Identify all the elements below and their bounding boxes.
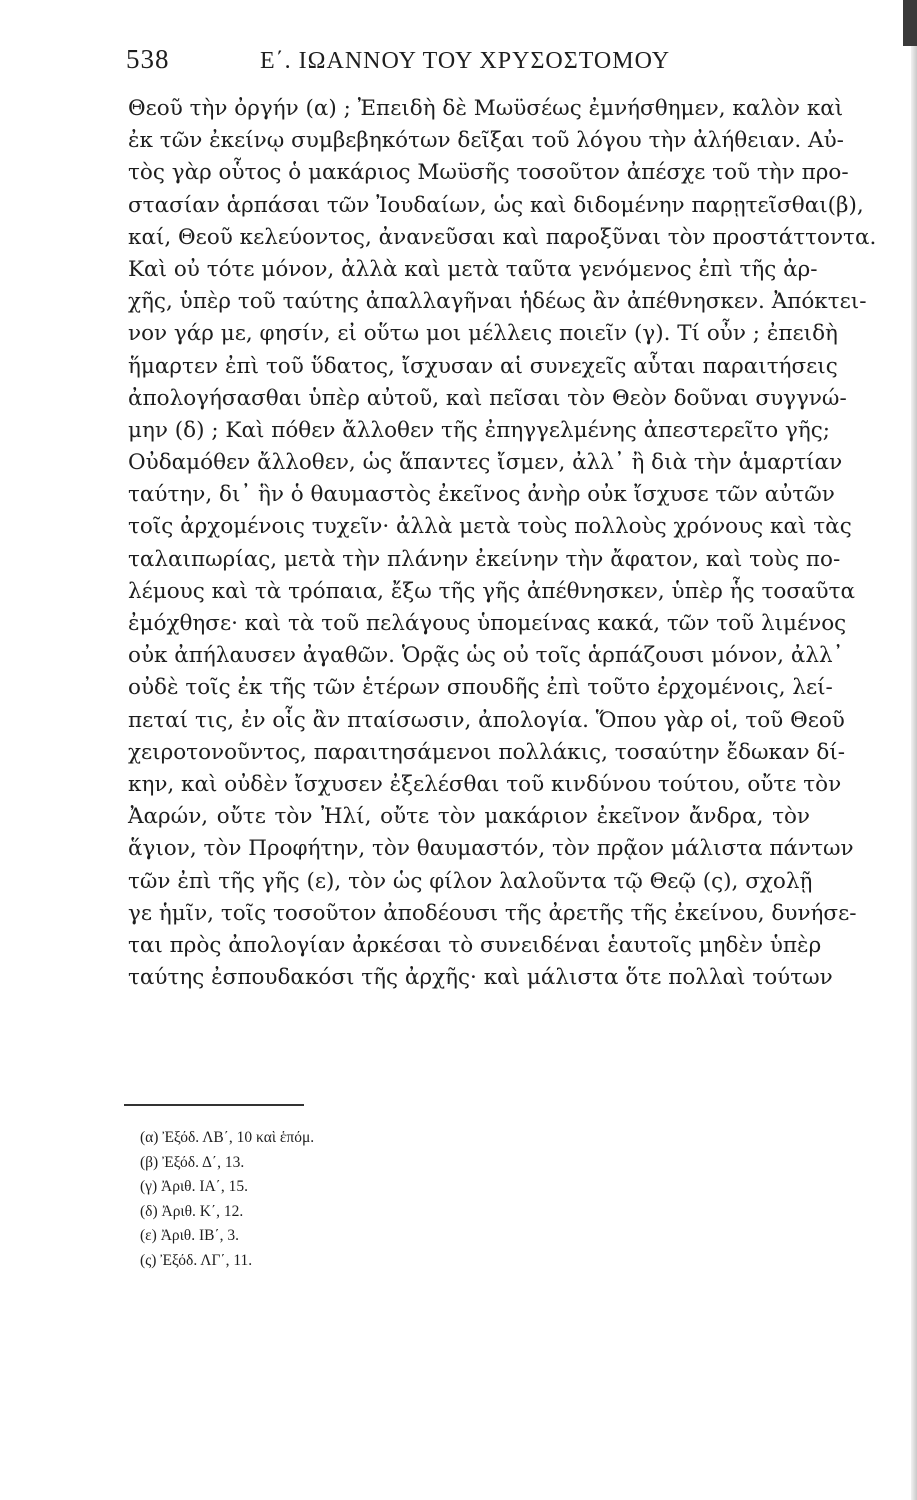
text-line: κην, καὶ οὐδὲν ἴσχυσεν ἐξελέσθαι τοῦ κινδύνου τούτου, οὔτε τὸν [128, 771, 842, 797]
text-line [128, 1026, 810, 1058]
text-line: πεταί τις, ἐν οἷς ἂν πταίσωσιν, ἀπολογία. Ὅπου γὰρ οἱ, τοῦ Θεοῦ [128, 707, 845, 733]
text-line: Καὶ οὐ τότε μόνον, ἀλλὰ καὶ μετὰ ταῦτα γενόμενος ἐπὶ τῆς ἀρ- [128, 256, 818, 282]
footnote-rule [124, 1104, 304, 1106]
body-text [128, 93, 877, 1091]
text-line: χειροτονοῦντος, παραιτησάμενοι πολλάκις, τοσαύτην ἔδωκαν δί- [128, 739, 846, 765]
footnote: (ς) Ἐξόδ. ΛΓ΄, 11. [140, 1251, 253, 1269]
text-line: ταλαιπωρίας, μετὰ τὴν πλάνην ἐκείνην τὴν ἄφατον, καὶ τοὺς πο- [128, 546, 841, 572]
footnote: (α) Ἐξόδ. ΛΒ΄, 10 καὶ ἑπόμ. [140, 1129, 315, 1146]
text-line: Ἀαρών, οὔτε τὸν Ἠλί, οὔτε τὸν μακάριον ἐκεῖνον ἄνδρα, τὸν [128, 804, 810, 830]
footnotes [140, 1126, 314, 1273]
text-line: ταύτης ἐσπουδακόσι τῆς ἀρχῆς· καὶ μάλιστα ὅτε πολλαὶ τούτων [128, 965, 833, 991]
text-line: τὸς γὰρ οὗτος ὁ μακάριος Μωϋσῆς τοσοῦτον ἀπέσχε τοῦ τὴν προ- [128, 160, 849, 186]
text-line [128, 994, 810, 1026]
text-line: νον γάρ με, φησίν, εἰ οὕτω μοι μέλλεις ποιεῖν (γ). Τί οὖν ; ἐπειδὴ [128, 321, 838, 347]
footnote: (δ) Ἀριθ. Κ΄, 12. [140, 1202, 244, 1220]
footnote: (γ) Ἀριθ. ΙΑ΄, 15. [140, 1178, 248, 1195]
text-line: ἐκ τῶν ἐκείνῳ συμβεβηκότων δεῖξαι τοῦ λόγου τὴν ἀλήθειαν. Αὐ- [128, 128, 844, 154]
text-line: Θεοῦ τὴν ὀργήν (α) ; Ἐπειδὴ δὲ Μωϋσέως ἐμνήσθημεν, καλὸν καὶ [128, 96, 844, 121]
page-edge-shadow [911, 0, 917, 1500]
text-line: ταύτην, δι᾽ ἣν ὁ θαυμαστὸς ἐκεῖνος ἀνὴρ οὐκ ἴσχυσε τῶν αὐτῶν [128, 482, 835, 508]
text-line: ται πρὸς ἀπολογίαν ἀρκέσαι τὸ συνειδέναι ἑαυτοῖς μηδὲν ὑπὲρ [128, 932, 822, 958]
text-line: οὐδὲ τοῖς ἐκ τῆς τῶν ἑτέρων σπουδῆς ἐπὶ τοῦτο ἐρχομένοις, λεί- [128, 675, 833, 701]
text-line: καί, Θεοῦ κελεύοντος, ἀνανεῦσαι καὶ παροξῦναι τὸν προστάττοντα. [128, 224, 877, 250]
text-line: Οὐδαμόθεν ἄλλοθεν, ὡς ἅπαντες ἴσμεν, ἀλλ᾽ ἢ διὰ τὴν ἁμαρτίαν [128, 450, 843, 476]
text-line: γε ἡμῖν, τοῖς τοσοῦτον ἀποδέουσι τῆς ἀρετῆς τῆς ἐκείνου, δυνήσε- [128, 900, 857, 926]
running-head: Ε΄. ΙΩΑΝΝΟΥ ΤΟΥ ΧΡΥΣΟΣΤΟΜΟΥ [260, 48, 671, 74]
page-number: 538 [126, 44, 170, 74]
text-line: ἥμαρτεν ἐπὶ τοῦ ὕδατος, ἴσχυσαν αἱ συνεχεῖς αὗται παραιτήσεις [128, 353, 838, 379]
text-line: ἐμόχθησε· καὶ τὰ τοῦ πελάγους ὑπομείνας κακά, τῶν τοῦ λιμένος [128, 611, 847, 636]
footnote: (ε) Ἀριθ. ΙΒ΄, 3. [140, 1227, 240, 1244]
text-line: χῆς, ὑπὲρ τοῦ ταύτης ἀπαλλαγῆναι ἡδέως ἂν ἀπέθνησκεν. Ἀπόκτει- [128, 289, 867, 315]
text-line: ἅγιον, τὸν Προφήτην, τὸν θαυμαστόν, τὸν πρᾷον μάλιστα πάντων [128, 836, 854, 862]
text-line: στασίαν ἁρπάσαι τῶν Ἰουδαίων, ὡς καὶ διδομένην παρῃτεῖσθαι(β), [128, 192, 864, 218]
text-line: τῶν ἐπὶ τῆς γῆς (ε), τὸν ὡς φίλον λαλοῦντα τῷ Θεῷ (ς), σχολῇ [128, 868, 813, 894]
text-line: λέμους καὶ τὰ τρόπαια, ἔξω τῆς γῆς ἀπέθνησκεν, ὑπὲρ ἧς τοσαῦτα [128, 578, 856, 604]
text-line: οὐκ ἀπήλαυσεν ἀγαθῶν. Ὁρᾷς ὡς οὐ τοῖς ἁρπάζουσι μόνον, ἀλλ᾽ [128, 643, 844, 669]
text-line [128, 1059, 810, 1091]
text-line: ἀπολογήσασθαι ὑπὲρ αὐτοῦ, καὶ πεῖσαι τὸν Θεὸν δοῦναι συγγνώ- [128, 385, 847, 411]
text-line: τοῖς ἀρχομένοις τυχεῖν· ἀλλὰ μετὰ τοὺς πολλοὺς χρόνους καὶ τὰς [128, 514, 852, 540]
text-line: μην (δ) ; Καὶ πόθεν ἄλλοθεν τῆς ἐπηγγελμένης ἀπεστερεῖτο γῆς; [128, 417, 830, 443]
scan-edge-mark [903, 0, 917, 46]
footnote: (β) Ἐξόδ. Δ΄, 13. [140, 1153, 245, 1171]
